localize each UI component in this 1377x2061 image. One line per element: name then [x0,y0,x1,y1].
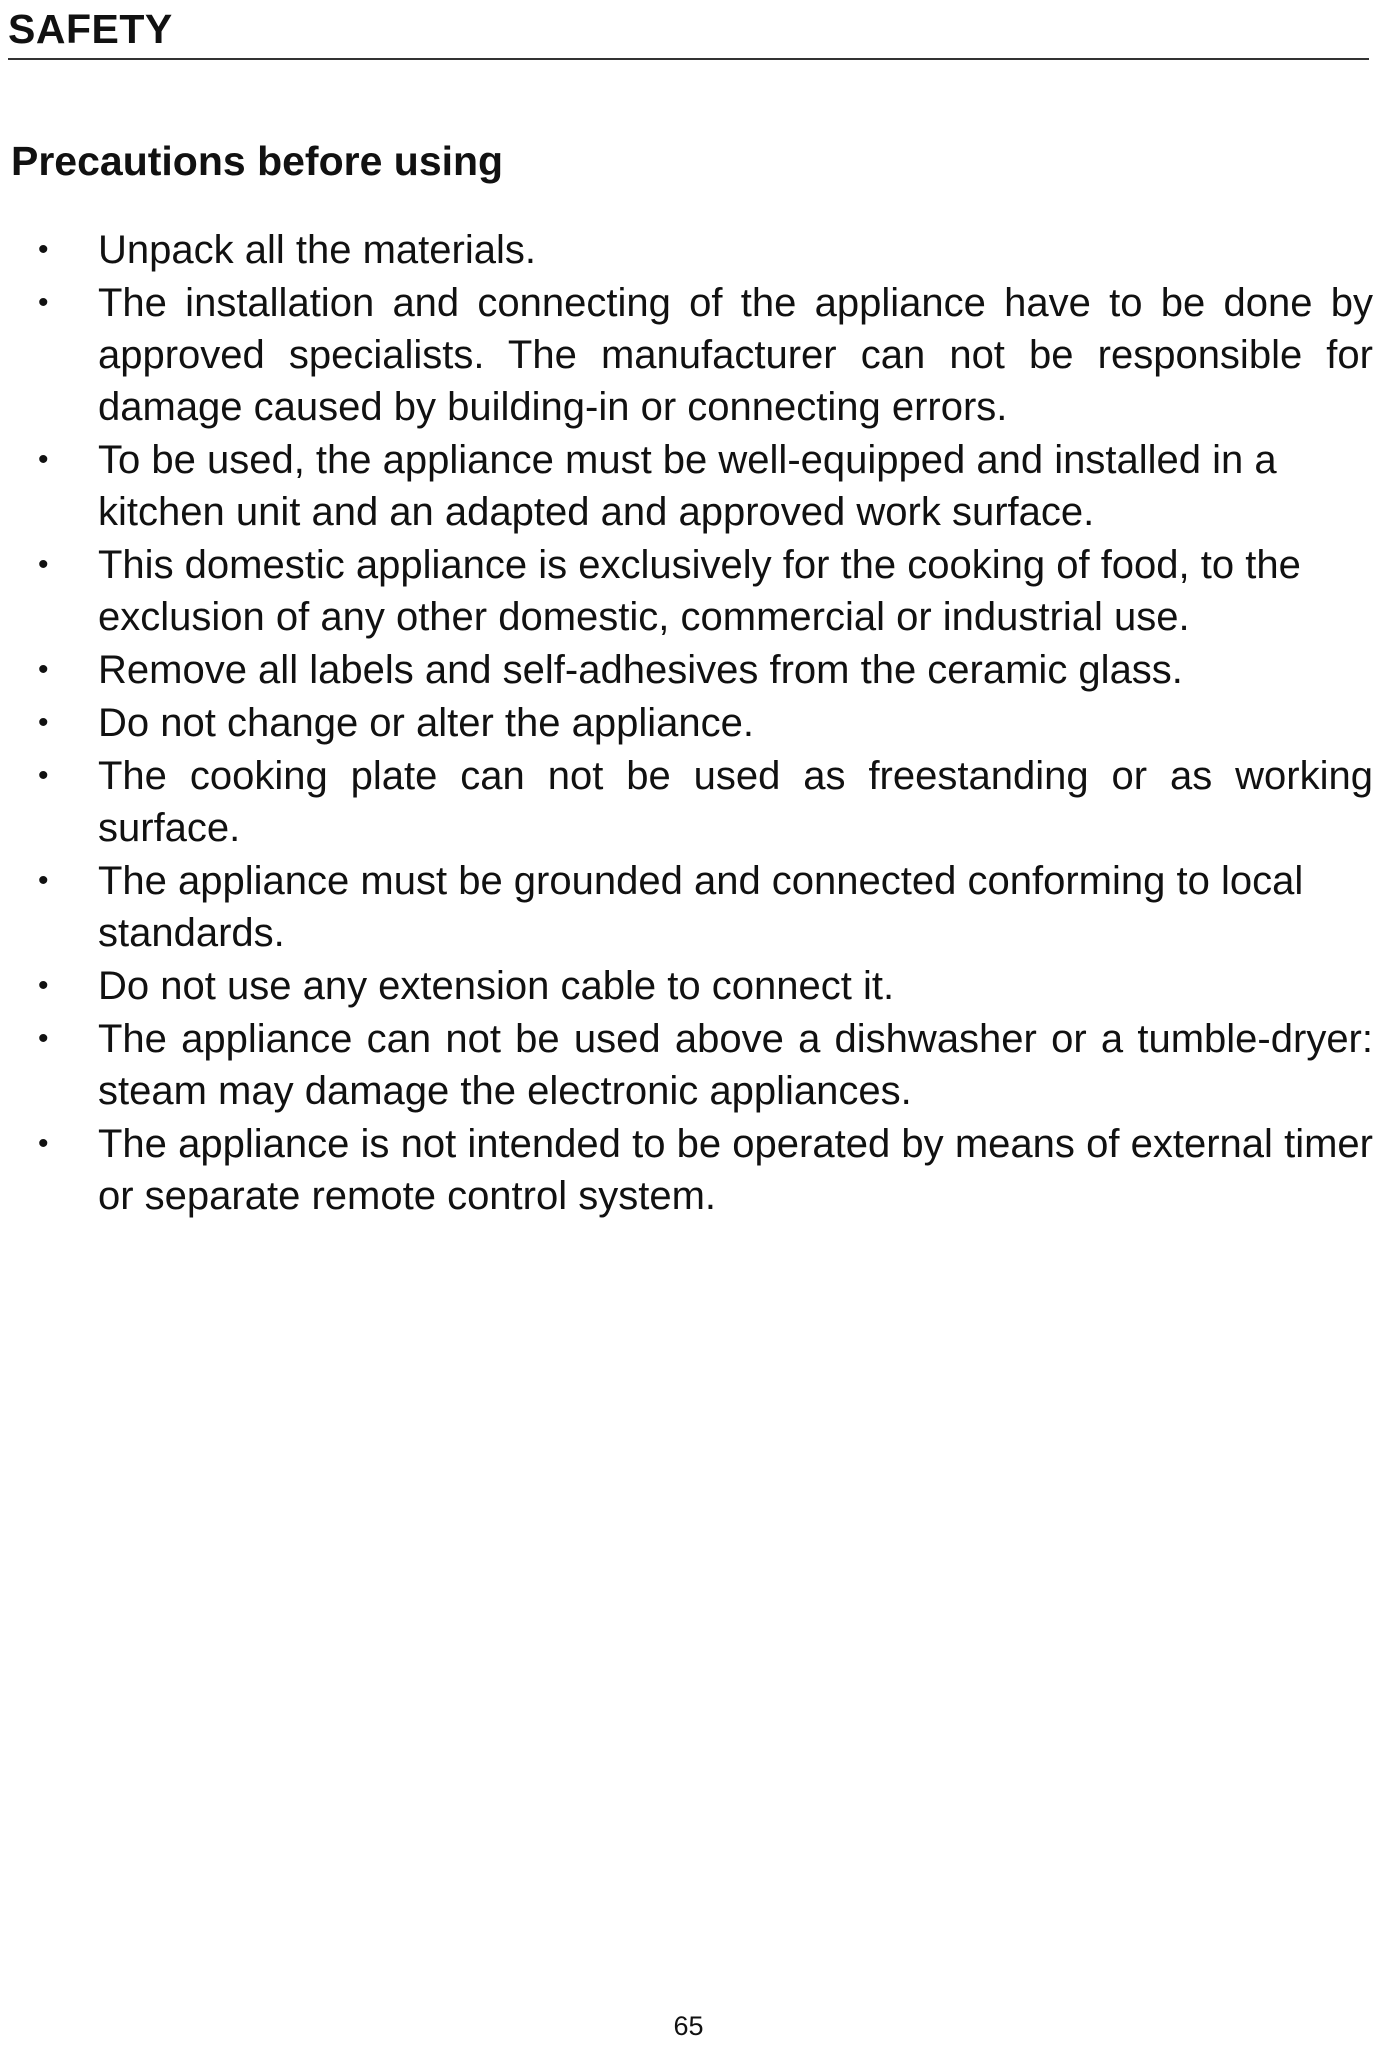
list-item [36,960,1373,1012]
list-item [36,697,1373,749]
bullet-icon: • [38,548,49,581]
bullet-icon: • [38,286,49,319]
bullet-icon: • [38,706,49,739]
list-item-text: Do not change or alter the appliance. [98,701,754,745]
bullet-icon: • [38,969,49,1002]
list-item-text: The appliance is not intended to be operated by means of external timer or separate remote control system. [98,1122,1373,1218]
list-item-text: Unpack all the materials. [98,228,536,272]
list-item [36,539,1373,643]
page-number: 65 [673,2011,704,2041]
list-item [36,1013,1373,1117]
list-item-text: The installation and connecting of the appliance have to be done by approved specialists. The manufacturer can not be responsible for damage caused by building-in or connecting errors. [98,281,1373,429]
subheading: Precautions before using [11,138,504,184]
list-item-text: The appliance can not be used above a dishwasher or a tumble-dryer: steam may damage the electronic appliances. [98,1017,1373,1113]
section-title: SAFETY [8,6,173,52]
bullet-icon: • [38,653,49,686]
bullet-icon: • [38,443,49,476]
bullet-icon: • [38,864,49,897]
list-item-text: The appliance must be grounded and connected conforming to local standards. [98,859,1304,955]
list-item-text: To be used, the appliance must be well-equipped and installed in a kitchen unit and an adapted and approved work surface. [98,438,1277,534]
bullet-icon: • [38,759,49,792]
list-item-text: The cooking plate can not be used as freestanding or as working surface. [98,754,1373,850]
bullet-icon: • [38,233,49,266]
list-item [36,855,1373,959]
page-header [8,6,1369,60]
list-item [36,277,1373,433]
precautions-list [36,224,1373,1223]
list-item-text: Do not use any extension cable to connect it. [98,964,895,1008]
list-item-text: This domestic appliance is exclusively for the cooking of food, to the exclusion of any other domestic, commercial or industrial use. [98,543,1301,639]
list-item [36,1118,1373,1222]
bullet-icon: • [38,1127,49,1160]
bullet-icon: • [38,1022,49,1055]
list-item [36,224,1373,276]
list-item-text: Remove all labels and self-adhesives from the ceramic glass. [98,648,1183,692]
list-item [36,750,1373,854]
list-item [36,644,1373,696]
list-item [36,434,1373,538]
